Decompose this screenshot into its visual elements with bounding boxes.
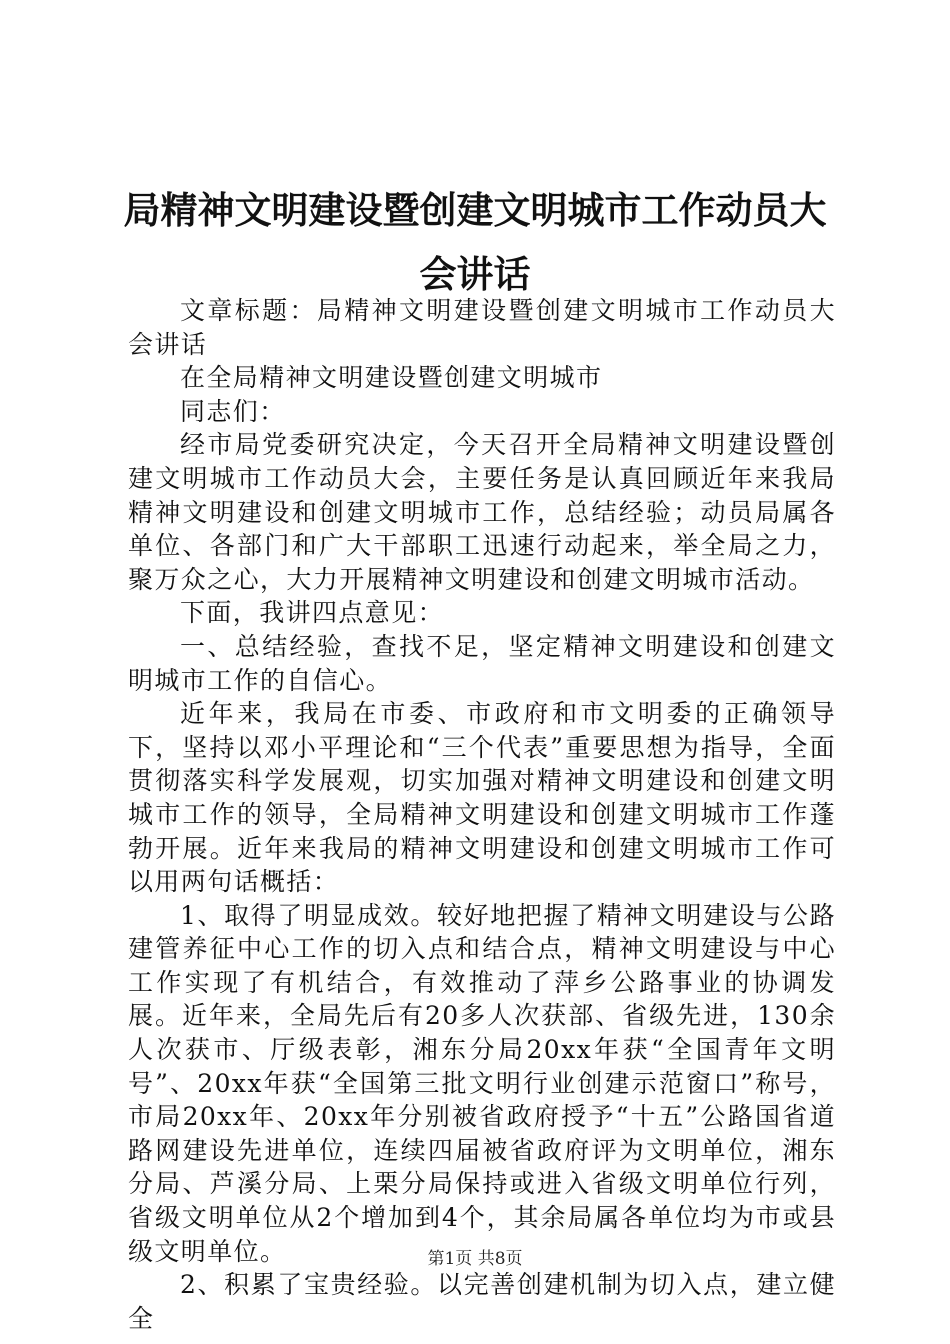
paragraph-salutation: 同志们： <box>180 396 286 426</box>
paragraph-point-one: 1、取得了明显成效。较好地把握了精神文明建设与公路建管养征中心工作的切入点和结合点，精神文明建设与中心工作实现了有机结合，有效推动了萍乡公路事业的协调发展。近年来，全局先后有20多人次获部、省级先进，130余人次获市、厅级表彰，湘东分局20xx年获“全国青年文明号”、20xx年获“全国第三批文明行业创建示范窗口”称号，市局20xx年、20xx年分别被省政府授予“十五”公路国省道路网建设先进单位，连续四届被省政府评为文明单位，湘东分局、芦溪分局、上栗分局保持或进入省级文明单位行列，省级文明单位从2个增加到4个，其余局属各单位均为市或县级文明单位。 <box>128 900 836 1266</box>
page-footer: 第1页 共8页 <box>427 1249 523 1269</box>
paragraph-recent-years: 近年来，我局在市委、市政府和市文明委的正确领导下，坚持以邓小平理论和“三个代表”重要思想为指导，全面贯彻落实科学发展观，切实加强对精神文明建设和创建文明城市工作的领导，全局精神文明建设和创建文明城市工作蓬勃开展。近年来我局的精神文明建设和创建文明城市工作可以用两句话概括： <box>128 699 836 897</box>
document-body <box>128 294 836 1335</box>
paragraph-subtitle: 在全局精神文明建设暨创建文明城市 <box>180 363 603 393</box>
paragraph-section-one-heading: 一、总结经验，查找不足，坚定精神文明建设和创建文明城市工作的自信心。 <box>128 631 836 695</box>
paragraph-intro: 经市局党委研究决定，今天召开全局精神文明建设暨创建文明城市工作动员大会，主要任务是认真回顾近年来我局精神文明建设和创建文明城市工作，总结经验；动员局属各单位、各部门和广大干部职工迅速行动起来，举全局之力，聚万众之心，大力开展精神文明建设和创建文明城市活动。 <box>128 430 836 594</box>
document-title: 局精神文明建设暨创建文明城市工作动员大会讲话 <box>123 188 827 296</box>
paragraph-point-two: 2、积累了宝贵经验。以完善创建机制为切入点，建立健全 <box>128 1270 836 1333</box>
paragraph-transition: 下面，我讲四点意见： <box>180 598 445 628</box>
paragraph-article-title: 文章标题：局精神文明建设暨创建文明城市工作动员大会讲话 <box>128 296 836 359</box>
